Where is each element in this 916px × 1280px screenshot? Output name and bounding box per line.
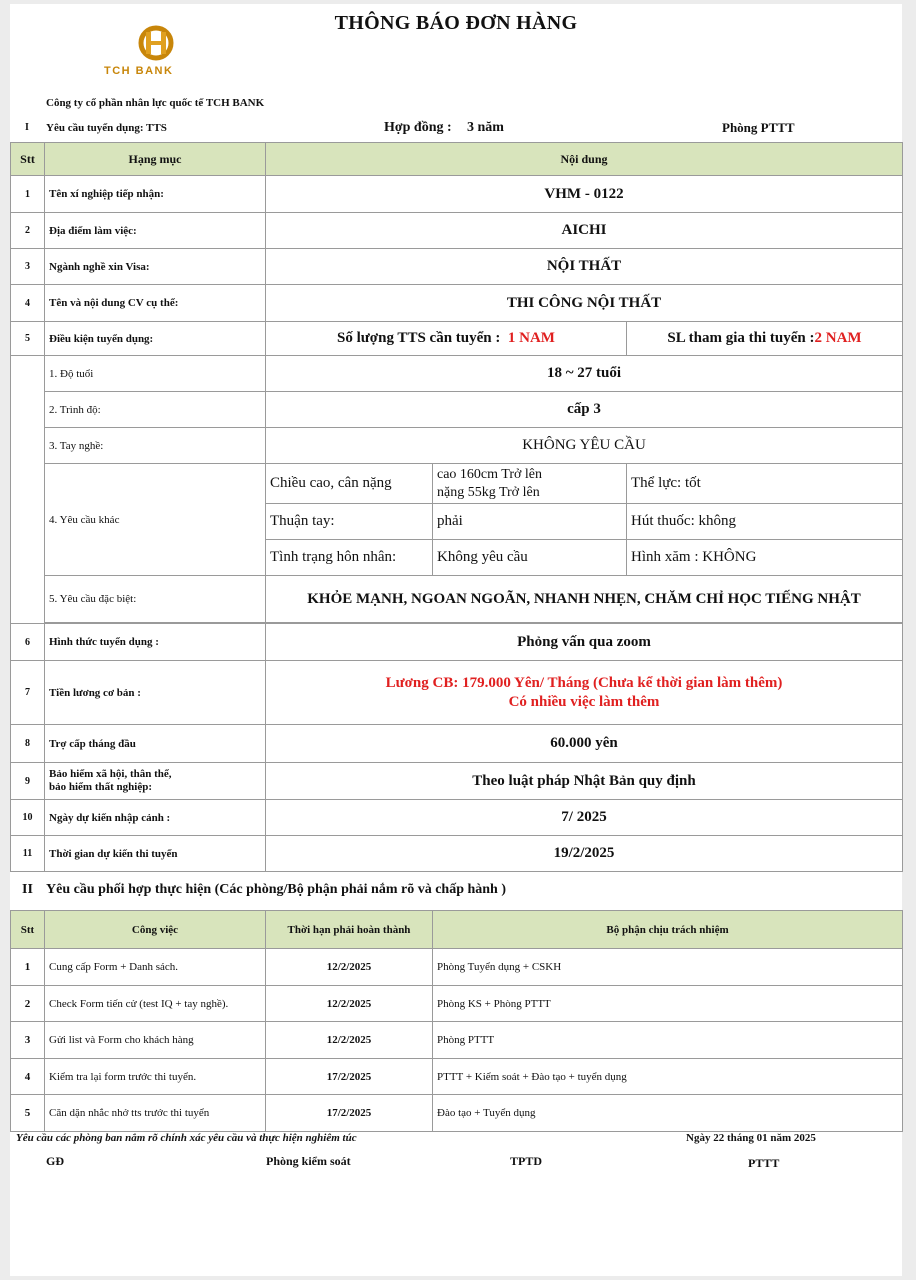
row-value: VHM - 0122 — [266, 176, 903, 213]
tattoo-value: Hình xăm : KHÔNG — [627, 540, 903, 576]
allowance-row — [11, 725, 903, 763]
row-label: Thời gian dự kiến thi tuyển — [45, 836, 266, 872]
skill-label: 3. Tay nghề: — [45, 428, 266, 464]
table-header-row — [11, 911, 903, 949]
row-label: Tên xí nghiệp tiếp nhận: — [45, 176, 266, 213]
section2-number: II — [22, 882, 33, 897]
row-stt: 1 — [11, 176, 45, 213]
salary-line-2: Có nhiều việc làm thêm — [508, 693, 660, 710]
task-department: Phòng Tuyển dụng + CSKH — [433, 949, 903, 986]
special-requirements-row — [11, 576, 903, 623]
task-deadline: 12/2/2025 — [266, 1022, 433, 1059]
logo-mark-icon — [98, 22, 228, 78]
task-stt: 2 — [11, 986, 45, 1022]
salary-value — [266, 661, 903, 725]
education-value: cấp 3 — [266, 392, 903, 428]
row-value: NỘI THẤT — [266, 249, 903, 285]
task-deadline: 12/2/2025 — [266, 949, 433, 986]
quantity-value: 1 NAM — [507, 330, 555, 346]
logo-text: TCH BANK — [104, 65, 174, 77]
row-stt: 8 — [11, 725, 45, 763]
table-row — [11, 176, 903, 213]
task-department: PTTT + Kiểm soát + Đào tạo + tuyển dụng — [433, 1059, 903, 1095]
task-stt: 1 — [11, 949, 45, 986]
row-label: Điều kiện tuyển dụng: — [45, 322, 266, 356]
contract-label: Hợp đồng : — [384, 120, 452, 135]
header-stt: Stt — [11, 911, 45, 949]
education-row — [11, 392, 903, 428]
exam-quantity-cell — [627, 322, 903, 356]
entry-date-row — [11, 800, 903, 836]
row-label: Trợ cấp tháng đầu — [45, 725, 266, 763]
department-label: Phòng PTTT — [722, 120, 795, 135]
task-stt: 4 — [11, 1059, 45, 1095]
row-stt: 11 — [11, 836, 45, 872]
row-stt: 4 — [11, 285, 45, 322]
smoking-value: Hút thuốc: không — [627, 504, 903, 540]
table-header-row — [11, 143, 903, 176]
row-label: Ngành nghề xin Visa: — [45, 249, 266, 285]
task-name: Check Form tiến cử (test IQ + tay nghề). — [45, 986, 266, 1022]
requirement-type: Yêu cầu tuyển dụng: TTS — [46, 122, 167, 134]
row-label: Hình thức tuyển dụng : — [45, 624, 266, 661]
row-label: Địa điểm làm việc: — [45, 213, 266, 249]
salary-line-1: Lương CB: 179.000 Yên/ Tháng (Chưa kể thời gian làm thêm) — [385, 674, 783, 691]
insurance-label-1: Bảo hiểm xã hội, thân thể, — [49, 768, 172, 780]
signature-control-dept: Phòng kiểm soát — [266, 1154, 351, 1168]
task-name: Căn dặn nhắc nhở tts trước thi tuyển — [45, 1095, 266, 1132]
row-label: Tiền lương cơ bản : — [45, 661, 266, 725]
special-requirements-label: 5. Yêu cầu đặc biệt: — [45, 576, 266, 623]
table-row — [11, 986, 903, 1022]
section1-number: I — [25, 122, 29, 133]
coordination-table — [10, 910, 903, 1132]
company-name: Công ty cổ phần nhân lực quốc tế TCH BANK — [46, 97, 265, 109]
height-weight-value — [433, 464, 627, 504]
header-task: Công việc — [45, 911, 266, 949]
row-stt: 2 — [11, 213, 45, 249]
header-department: Bộ phận chịu trách nhiệm — [433, 911, 903, 949]
signature-director: GĐ — [46, 1154, 64, 1168]
task-deadline: 17/2/2025 — [266, 1059, 433, 1095]
insurance-row — [11, 763, 903, 800]
row-stt: 6 — [11, 624, 45, 661]
exam-quantity-label: SL tham gia thi tuyển : — [667, 330, 815, 346]
table-row — [11, 1022, 903, 1059]
header-content: Nội dung — [266, 143, 903, 176]
exam-quantity-value: 2 NAM — [814, 330, 862, 346]
insurance-label-2: bảo hiểm thất nghiệp: — [49, 781, 152, 793]
exam-date-row — [11, 836, 903, 872]
marital-label: Tình trạng hôn nhân: — [266, 540, 433, 576]
row-label — [45, 763, 266, 800]
tch-bank-logo — [98, 22, 228, 78]
handedness-label: Thuận tay: — [266, 504, 433, 540]
physical-row — [11, 464, 903, 504]
salary-row — [11, 661, 903, 725]
task-department: Phòng KS + Phòng PTTT — [433, 986, 903, 1022]
skill-value: KHÔNG YÊU CẦU — [266, 428, 903, 464]
table-row — [11, 249, 903, 285]
age-row — [11, 356, 903, 392]
signature-pttt: PTTT — [748, 1156, 780, 1170]
row-stt: 7 — [11, 661, 45, 725]
task-name: Gửi list và Form cho khách hàng — [45, 1022, 266, 1059]
row-stt: 10 — [11, 800, 45, 836]
table-row — [11, 1095, 903, 1132]
row-value: 7/ 2025 — [266, 800, 903, 836]
section2-title: Yêu cầu phối hợp thực hiện (Các phòng/Bộ phận phải nắm rõ và chấp hành ) — [46, 882, 506, 897]
other-requirements-label: 4. Yêu cầu khác — [45, 464, 266, 576]
task-stt: 5 — [11, 1095, 45, 1132]
task-department: Đào tạo + Tuyển dụng — [433, 1095, 903, 1132]
row-stt: 5 — [11, 322, 45, 356]
header-deadline: Thời hạn phải hoàn thành — [266, 911, 433, 949]
education-label: 2. Trình độ: — [45, 392, 266, 428]
order-details-table — [10, 142, 903, 872]
row-value: 19/2/2025 — [266, 836, 903, 872]
skill-row — [11, 428, 903, 464]
weight-value: nặng 55kg Trở lên — [437, 484, 540, 500]
task-deadline: 12/2/2025 — [266, 986, 433, 1022]
quantity-label: Số lượng TTS cần tuyển : — [337, 330, 501, 346]
handedness-value: phải — [433, 504, 627, 540]
header-stt: Stt — [11, 143, 45, 176]
height-weight-label: Chiều cao, cân nặng — [266, 464, 433, 504]
header-item: Hạng mục — [45, 143, 266, 176]
row-value: THI CÔNG NỘI THẤT — [266, 285, 903, 322]
row-stt: 9 — [11, 763, 45, 800]
special-requirements-value: KHỎE MẠNH, NGOAN NGOÃN, NHANH NHẸN, CHĂM CHỈ HỌC TIẾNG NHẬT — [266, 576, 903, 623]
marital-value: Không yêu cầu — [433, 540, 627, 576]
contract-value: 3 năm — [467, 120, 504, 135]
age-label: 1. Độ tuổi — [45, 356, 266, 392]
quantity-cell — [266, 322, 627, 356]
footer-note: Yêu cầu các phòng ban nắm rõ chính xác yêu cầu và thực hiện nghiêm túc — [16, 1132, 357, 1144]
row-label: Ngày dự kiến nhập cảnh : — [45, 800, 266, 836]
task-department: Phòng PTTT — [433, 1022, 903, 1059]
table-row — [11, 213, 903, 249]
row-label: Tên và nội dung CV cụ thể: — [45, 285, 266, 322]
task-name: Kiểm tra lại form trước thi tuyển. — [45, 1059, 266, 1095]
signature-recruitment-head: TPTD — [510, 1154, 543, 1168]
row-value: AICHI — [266, 213, 903, 249]
row-value: Theo luật pháp Nhật Bản quy định — [266, 763, 903, 800]
table-row — [11, 1059, 903, 1095]
order-notice-sheet — [10, 4, 902, 1276]
table-row — [11, 949, 903, 986]
fitness-value: Thể lực: tốt — [627, 464, 903, 504]
recruitment-conditions-row — [11, 322, 903, 356]
table-row — [11, 285, 903, 322]
row-value: Phỏng vấn qua zoom — [266, 624, 903, 661]
height-value: cao 160cm Trở lên — [437, 466, 543, 482]
task-name: Cung cấp Form + Danh sách. — [45, 949, 266, 986]
task-stt: 3 — [11, 1022, 45, 1059]
age-value: 18 ~ 27 tuổi — [266, 356, 903, 392]
sub-requirements-stt — [11, 356, 45, 624]
page-title: THÔNG BÁO ĐƠN HÀNG — [334, 12, 578, 34]
table-row — [11, 624, 903, 661]
task-deadline: 17/2/2025 — [266, 1095, 433, 1132]
row-value: 60.000 yên — [266, 725, 903, 763]
row-stt: 3 — [11, 249, 45, 285]
footer-date: Ngày 22 tháng 01 năm 2025 — [686, 1132, 816, 1144]
